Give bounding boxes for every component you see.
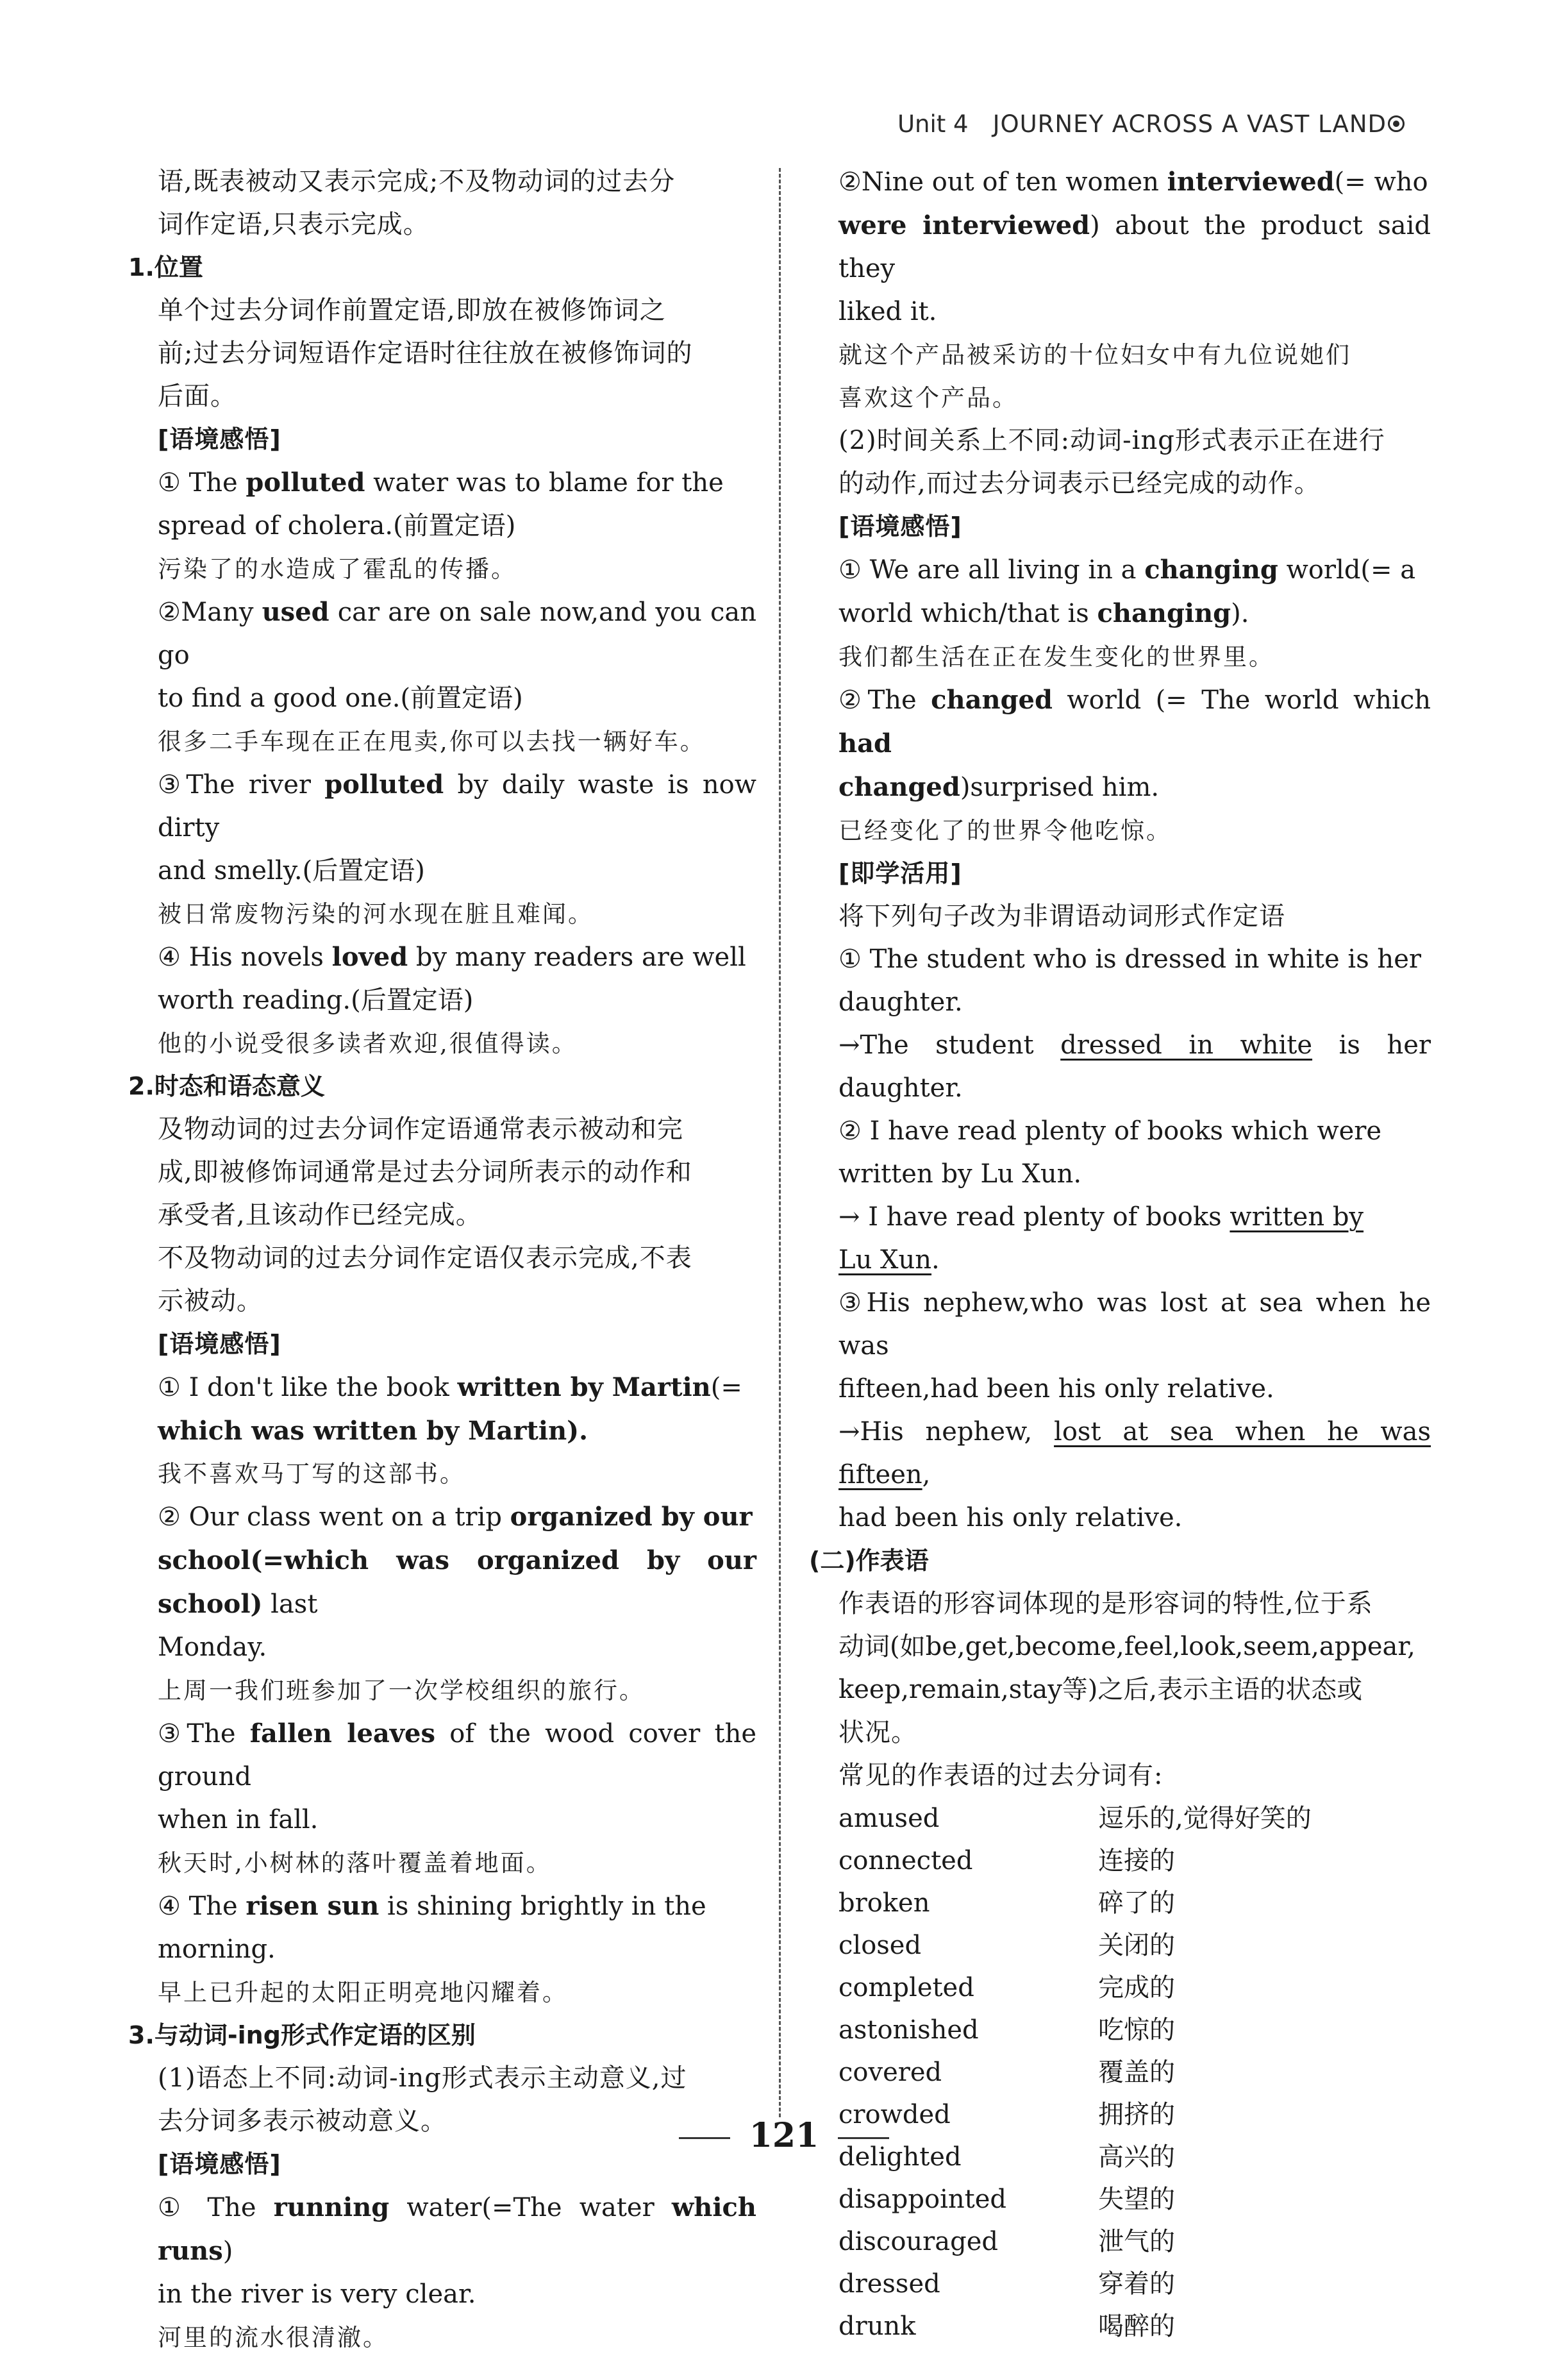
example-line: when in fall. [158,1805,319,1834]
context-tag: [语境感悟] [158,425,281,453]
vocab-row: discouraged 泄气的 [838,2226,1175,2256]
question-line: ③His nephew,who was lost at sea when he was [838,1288,1431,1361]
right-column [809,160,1431,2347]
question-line: written by Lu Xun. [838,1159,1082,1189]
paragraph-line: 承受者,且该动作已经完成。 [158,1200,482,1230]
list-title: 常见的作表语的过去分词有: [838,1761,1163,1790]
example-line: Monday. [158,1633,267,1662]
translation-line: 他的小说受很多读者欢迎,很值得读。 [158,1030,578,1057]
intro-line: 语,既表被动又表示完成;不及物动词的过去分 [158,167,676,196]
paragraph-line: 状况。 [838,1718,917,1747]
section-heading: 2.时态和语态意义 [128,1072,325,1100]
vocab-row: broken 碎了的 [838,1888,1175,1918]
context-tag: [语境感悟] [838,512,962,541]
question-line: fifteen,had been his only relative. [838,1374,1274,1404]
example-line: world which/that is changing). [838,598,1249,628]
translation-line: 喜欢这个产品。 [838,384,1018,412]
translation-line: 河里的流水很清澈。 [158,2324,388,2351]
paragraph-line: 去分词多表示被动意义。 [158,2106,447,2136]
context-tag: [语境感悟] [158,2150,281,2178]
answer-line: had been his only relative. [838,1503,1183,1532]
paragraph-line: 示被动。 [158,1286,263,1316]
paragraph-line: 单个过去分词作前置定语,即放在被修饰词之 [158,296,666,325]
example-line: changed)surprised him. [838,772,1160,802]
answer-blank: Lu Xun [838,1245,932,1275]
answer-blank: dressed in white [1060,1030,1313,1060]
example-line: ① The running water(=The water which runs) [158,2192,756,2266]
answer-line: → I have read plenty of books written by [838,1202,1364,1232]
paragraph-line: 及物动词的过去分词作定语通常表示被动和完 [158,1114,683,1144]
vocab-row: covered 覆盖的 [838,2057,1175,2087]
vocab-row: completed 完成的 [838,1972,1175,2002]
answer-line: →His nephew, lost at sea when he was fifteen, [838,1417,1431,1490]
example-line: ②The changed world (= The world which had [838,685,1431,759]
example-line: in the river is very clear. [158,2279,476,2309]
example-line: liked it. [838,297,937,326]
translation-line: 我们都生活在正在发生变化的世界里。 [838,643,1274,671]
translation-line: 上周一我们班参加了一次学校组织的旅行。 [158,1677,645,1704]
paragraph-line: (1)语态上不同:动词-ing形式表示主动意义,过 [158,2063,687,2093]
practice-tag: [即学活用] [838,859,962,887]
example-line: and smelly.(后置定语) [158,856,425,886]
question-line: ② I have read plenty of books which were [838,1116,1382,1146]
example-line: to find a good one.(前置定语) [158,684,523,713]
example-line: ③The fallen leaves of the wood cover the ground [158,1718,757,1792]
translation-line: 早上已升起的太阳正明亮地闪耀着。 [158,1979,568,2006]
page-number-dash [838,2137,889,2139]
example-line: ④ His novels loved by many readers are well [158,942,746,972]
vocab-list [838,1797,1431,2347]
example-line: ① We are all living in a changing world(= a [838,555,1416,585]
translation-line: 就这个产品被采访的十位妇女中有九位说她们 [838,341,1351,369]
vocab-row: disappointed 失望的 [838,2184,1175,2214]
paragraph-line: 动词(如be,get,become,feel,look,seem,appear, [838,1632,1415,1661]
example-line: which was written by Martin). [158,1416,588,1446]
task-instruction: 将下列句子改为非谓语动词形式作定语 [838,902,1285,931]
example-line: ② Our class went on a trip organized by our [158,1502,753,1532]
example-line: morning. [158,1935,276,1964]
vocab-row: amused 逗乐的,觉得好笑的 [838,1803,1312,1833]
example-line: ②Nine out of ten women interviewed(= who [838,167,1428,197]
vocab-row: closed 关闭的 [838,1930,1175,1960]
left-column [128,160,756,2359]
page-number: 121 [0,2116,1568,2155]
example-line: spread of cholera.(前置定语) [158,511,516,541]
translation-line: 秋天时,小树林的落叶覆盖着地面。 [158,1849,552,1877]
example-line: were interviewed) about the product said they [838,210,1431,283]
target-circle-icon [1388,115,1405,132]
paragraph-line: (2)时间关系上不同:动词-ing形式表示正在进行 [838,426,1385,455]
unit-title: JOURNEY ACROSS A VAST LAND [993,110,1405,138]
answer-line: Lu Xun. [838,1245,940,1275]
translation-line: 我不喜欢马丁写的这部书。 [158,1460,465,1488]
example-line: ① I don't like the book written by Martin(= [158,1372,742,1402]
answer-line: →The student dressed in white is her daughter. [838,1030,1431,1103]
translation-line: 被日常废物污染的河水现在脏且难闻。 [158,900,594,928]
vocab-row: delighted 高兴的 [838,2142,1175,2172]
intro-line: 词作定语,只表示完成。 [158,210,430,239]
page-number-dash [679,2137,730,2139]
running-header [897,110,1405,138]
example-line: ① The polluted water was to blame for the [158,467,724,498]
paragraph-line: 成,即被修饰词通常是过去分词所表示的动作和 [158,1157,692,1187]
section-heading: 1.位置 [128,253,203,281]
paragraph-line: 前;过去分词短语作定语时往往放在被修饰词的 [158,339,693,368]
vocab-row: connected 连接的 [838,1845,1175,1876]
vocab-row: crowded 拥挤的 [838,2099,1175,2129]
answer-blank: lost at sea when he was fifteen [838,1417,1431,1490]
example-line: worth reading.(后置定语) [158,986,474,1015]
column-divider [779,168,781,2117]
example-line: ③The river polluted by daily waste is now dirty [158,769,756,843]
vocab-row: drunk 喝醉的 [838,2311,1175,2341]
paragraph-line: keep,remain,stay等)之后,表示主语的状态或 [838,1675,1363,1704]
section-heading: 3.与动词-ing形式作定语的区别 [128,2021,476,2049]
paragraph-line: 后面。 [158,382,237,411]
section-heading: (二)作表语 [809,1547,929,1575]
question-line: ① The student who is dressed in white is her [838,944,1421,974]
context-tag: [语境感悟] [158,1330,281,1358]
paragraph-line: 的动作,而过去分词表示已经完成的动作。 [838,469,1321,498]
example-line: ④ The risen sun is shining brightly in the [158,1891,706,1921]
example-line: school(=which was organized by our school) last [158,1545,756,1619]
translation-line: 已经变化了的世界令他吃惊。 [838,817,1172,844]
example-line: ②Many used car are on sale now,and you can go [158,597,756,670]
translation-line: 很多二手车现在正在甩卖,你可以去找一辆好车。 [158,728,706,755]
paragraph-line: 作表语的形容词体现的是形容词的特性,位于系 [838,1589,1373,1618]
vocab-row: astonished 吃惊的 [838,2015,1175,2045]
translation-line: 污染了的水造成了霍乱的传播。 [158,555,517,583]
paragraph-line: 不及物动词的过去分词作定语仅表示完成,不表 [158,1243,692,1273]
answer-blank: written by [1230,1202,1364,1232]
vocab-row: dressed 穿着的 [838,2269,1175,2299]
question-line: daughter. [838,987,963,1017]
unit-label: Unit 4 [897,110,969,138]
